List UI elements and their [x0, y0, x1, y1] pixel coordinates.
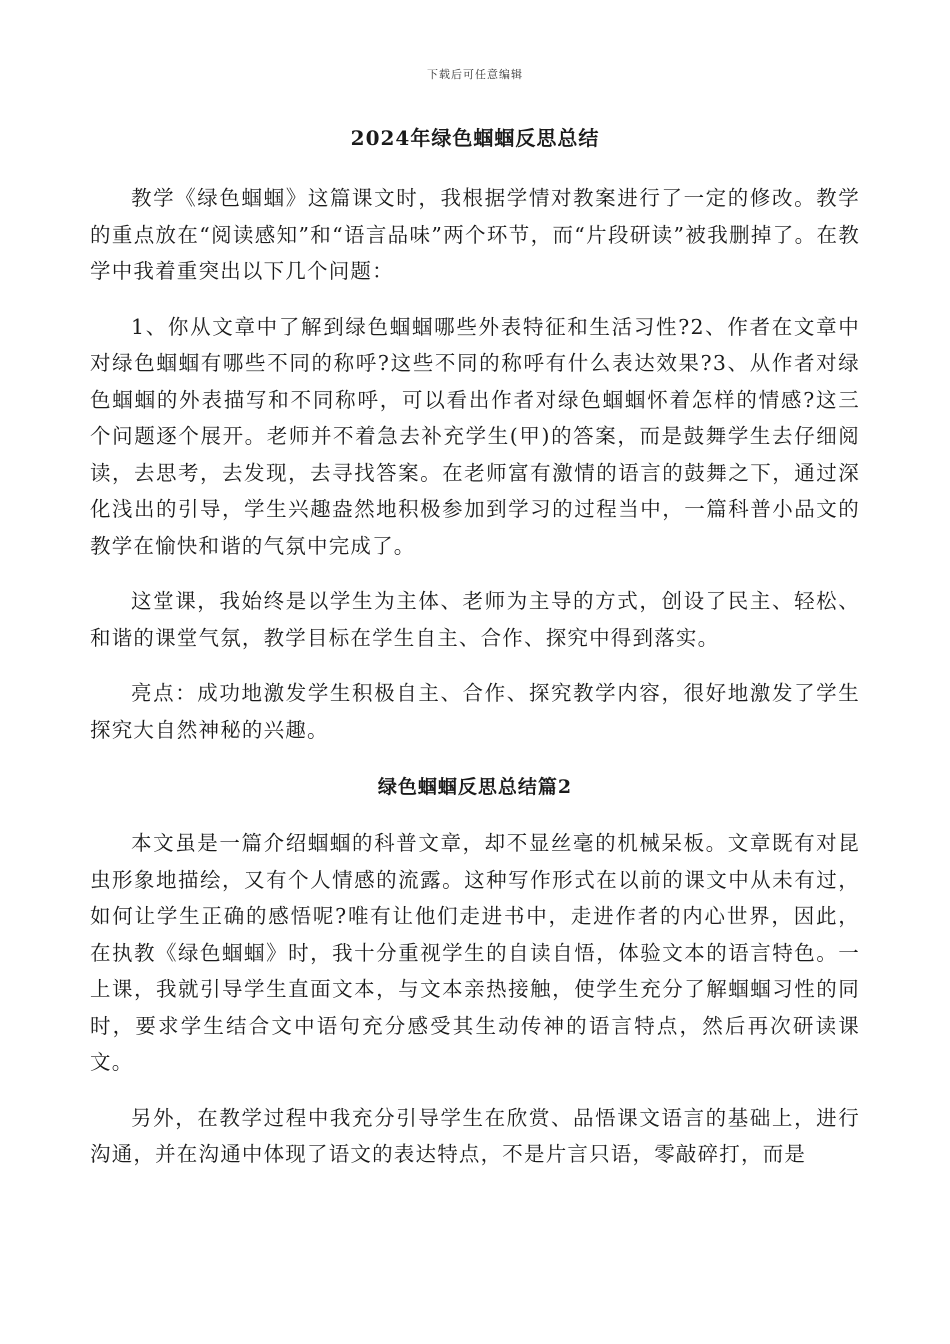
document-title: 2024年绿色蝈蝈反思总结 [350, 126, 600, 150]
paragraph-2: 1、你从文章中了解到绿色蝈蝈哪些外表特征和生活习性?2、作者在文章中对绿色蝈蝈有哪些不同的称呼?这些不同的称呼有什么表达效果?3、从作者对绿色蝈蝈的外表描写和不同称呼，可以看出作者对绿色蝈蝈怀着怎样的情感?这三个问题逐个展开。老师并不着急去补充学生(甲)的答案，而是鼓舞学生去仔细阅读，去思考，去发现，去寻找答案。在老师富有激情的语言的鼓舞之下，通过深化浅出的引导，学生兴趣盎然地积极参加到学习的过程当中，一篇科普小品文的教学在愉快和谐的气氛中完成了。 [90, 314, 860, 558]
section-2-title: 绿色蝈蝈反思总结篇2 [377, 776, 573, 798]
section-2-paragraph-1: 本文虽是一篇介绍蝈蝈的科普文章，却不显丝毫的机械呆板。文章既有对昆虫形象地描绘，又有个人情感的流露。这种写作形式在以前的课文中从未有过，如何让学生正确的感悟呢?唯有让他们走进书中，走进作者的内心世界，因此，在执教《绿色蝈蝈》时，我十分重视学生的自读自悟，体验文本的语言特色。一上课，我就引导学生直面文本，与文本亲热接触，使学生充分了解蝈蝈习性的同时，要求学生结合文中语句充分感受其生动传神的语言特点，然后再次研读课文。 [90, 831, 860, 1074]
paragraph-3: 这堂课，我始终是以学生为主体、老师为主导的方式，创设了民主、轻松、和谐的课堂气氛，教学目标在学生自主、合作、探究中得到落实。 [90, 589, 860, 650]
paragraph-1: 教学《绿色蝈蝈》这篇课文时，我根据学情对教案进行了一定的修改。教学的重点放在“阅读感知”和“语言品味”两个环节，而“片段研读”被我删掉了。在教学中我着重突出以下几个问题： [90, 186, 860, 283]
section-2-paragraph-2: 另外，在教学过程中我充分引导学生在欣赏、品悟课文语言的基础上，进行沟通，并在沟通中体现了语文的表达特点，不是片言只语，零敲碎打，而是 [90, 1105, 860, 1166]
paragraph-4: 亮点：成功地激发学生积极自主、合作、探究教学内容，很好地激发了学生探究大自然神秘的兴趣。 [90, 681, 860, 742]
header-note: 下载后可任意编辑 [427, 68, 523, 81]
document-body [90, 118, 860, 1192]
